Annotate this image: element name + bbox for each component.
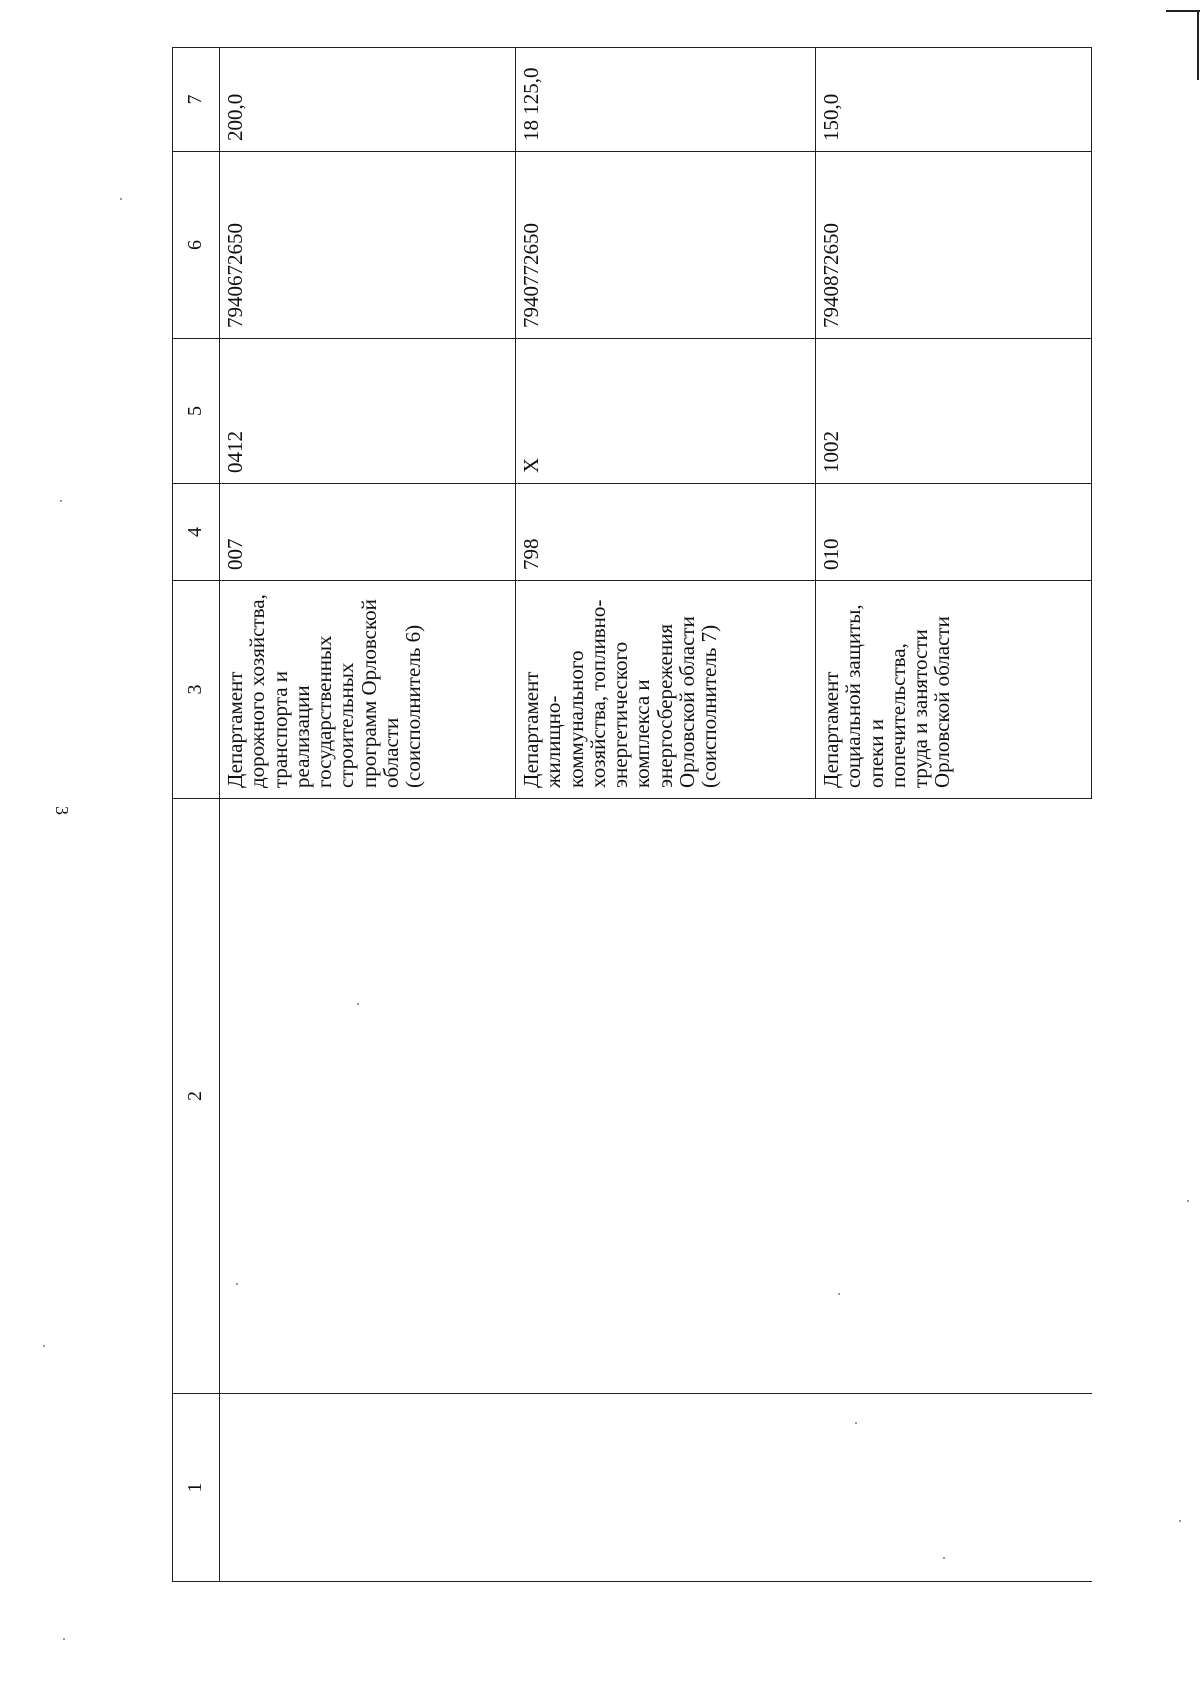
scan-corner-mark-vertical	[1197, 10, 1199, 80]
scan-speck	[1187, 1200, 1189, 1202]
department-code: 007	[223, 538, 247, 570]
empty-cell-col-1	[220, 1394, 1092, 1582]
department-name: Департамент жилищно-коммунального хозяйства, топливно-энергетического комплекса и энергосбережения Орловской области (соисполнитель 7)	[519, 599, 721, 788]
scan-speck	[120, 198, 122, 200]
department-code: 010	[819, 538, 843, 570]
header-col-4: 4	[173, 484, 220, 581]
header-col-3: 3	[173, 581, 220, 799]
section-code: 0412	[223, 431, 247, 473]
section-cell	[516, 339, 816, 484]
header-col-5: 5	[173, 339, 220, 484]
department-cell	[816, 581, 1092, 799]
scan-speck	[63, 1638, 65, 1640]
amount-value: 18 125,0	[519, 67, 543, 141]
amount-cell	[220, 48, 516, 152]
budget-table-container	[172, 48, 1086, 1582]
target-cell	[516, 152, 816, 339]
code-cell	[516, 484, 816, 581]
table-row	[220, 48, 516, 1582]
amount-cell	[516, 48, 816, 152]
header-col-6: 6	[173, 152, 220, 339]
budget-table	[172, 47, 1092, 1582]
scan-speck	[838, 1293, 840, 1295]
header-col-1: 1	[173, 1394, 220, 1582]
page-number: 3	[52, 806, 72, 815]
scan-speck	[855, 1422, 857, 1424]
department-cell	[516, 581, 816, 799]
scan-speck	[236, 1283, 238, 1285]
scan-speck	[43, 1345, 45, 1347]
amount-value: 150,0	[819, 93, 843, 141]
department-cell	[220, 581, 516, 799]
target-code: 7940772650	[519, 223, 543, 328]
empty-cell-col-2	[220, 799, 1092, 1394]
scan-speck	[60, 500, 62, 502]
section-code: 1002	[819, 431, 843, 473]
section-code: Х	[519, 457, 543, 473]
header-row	[173, 48, 220, 1582]
scan-speck	[943, 1557, 945, 1559]
target-cell	[220, 152, 516, 339]
amount-value: 200,0	[223, 93, 247, 141]
department-name: Департамент дорожного хозяйства, транспорта и реализации государственных строительных программ Орловской области (соисполнитель 6)	[223, 594, 425, 788]
scan-speck	[357, 1003, 359, 1005]
section-cell	[816, 339, 1092, 484]
department-code: 798	[519, 538, 543, 570]
code-cell	[816, 484, 1092, 581]
target-code: 7940672650	[223, 223, 247, 328]
code-cell	[220, 484, 516, 581]
scan-corner-mark	[1166, 10, 1200, 12]
header-col-7: 7	[173, 48, 220, 152]
scan-speck	[1179, 1520, 1181, 1522]
department-name: Департамент социальной защиты, опеки и попечительства, труда и занятости Орловской области	[819, 604, 955, 788]
target-code: 7940872650	[819, 223, 843, 328]
amount-cell	[816, 48, 1092, 152]
header-col-2: 2	[173, 799, 220, 1394]
target-cell	[816, 152, 1092, 339]
section-cell	[220, 339, 516, 484]
